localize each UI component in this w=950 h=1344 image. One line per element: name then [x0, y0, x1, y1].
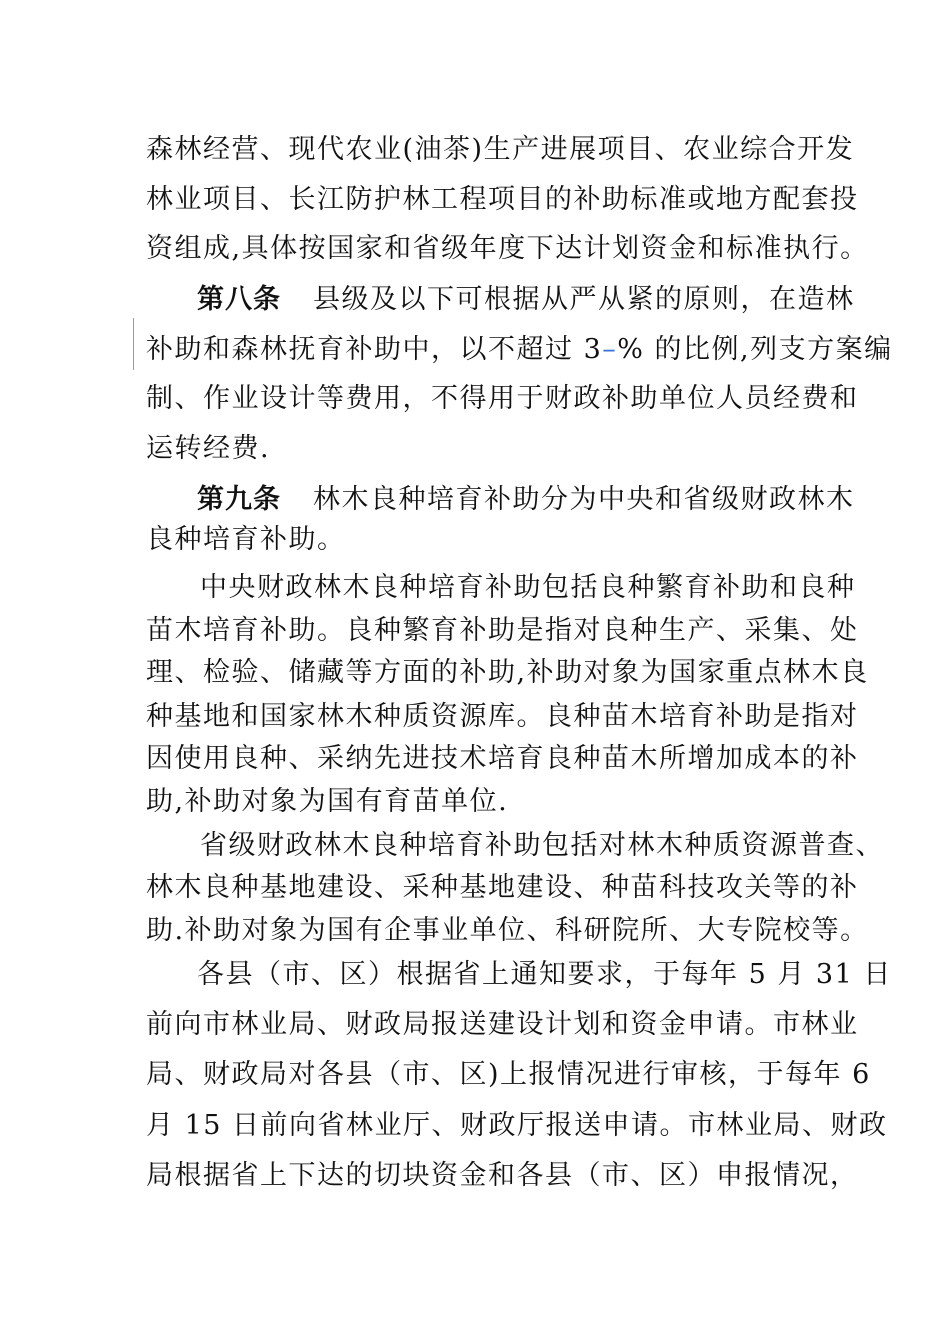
paragraph-line: 局、财政局对各县（市、区)上报情况进行审核，于每年 6	[146, 1059, 871, 1090]
paragraph-line: 运转经费.	[146, 433, 271, 464]
paragraph-line: 良种培育补助。	[146, 524, 346, 555]
paragraph-line: 省级财政林木良种培育补助包括对林木种质资源普查、	[200, 830, 884, 861]
article-8-text: 县级及以下可根据从严从紧的原则，在造林	[313, 284, 855, 315]
article-9-first-line	[197, 480, 855, 520]
article-9-heading: 第九条	[197, 484, 281, 515]
paragraph-line: 种基地和国家林木种质资源库。良种苗木培育补助是指对	[146, 701, 859, 732]
margin-change-bar	[133, 318, 134, 370]
paragraph-line: 助.补助对象为国有企事业单位、科研院所、大专院校等。	[146, 915, 869, 946]
paragraph-line: 各县（市、区）根据省上通知要求，于每年 5 月 31 日	[197, 959, 892, 990]
article-8-first-line	[197, 280, 855, 320]
paragraph-line: 林木良种基地建设、采种基地建设、种苗科技攻关等的补	[146, 872, 859, 903]
article-8-line2-post: % 的比例,列支方案编	[617, 334, 893, 365]
article-8-line2-dash: –	[602, 334, 618, 365]
paragraph-line: 林业项目、长江防护林工程项目的补助标准或地方配套投	[146, 184, 859, 215]
article-8-line2-pre: 补助和森林抚育补助中，以不超过 3	[146, 334, 603, 365]
article-8-second-line	[146, 330, 893, 370]
paragraph-line: 因使用良种、采纳先进技术培育良种苗木所增加成本的补	[146, 743, 859, 774]
paragraph-line: 苗木培育补助。良种繁育补助是指对良种生产、采集、处	[146, 615, 859, 646]
article-9-text: 林木良种培育补助分为中央和省级财政林木	[313, 484, 855, 515]
paragraph-line: 局根据省上下达的切块资金和各县（市、区）申报情况，	[146, 1160, 859, 1191]
paragraph-line: 中央财政林木良种培育补助包括良种繁育补助和良种	[200, 572, 856, 603]
article-8-heading: 第八条	[197, 284, 281, 315]
paragraph-line: 助,补助对象为国有育苗单位.	[146, 786, 509, 817]
paragraph-line: 制、作业设计等费用，不得用于财政补助单位人员经费和	[146, 383, 859, 414]
paragraph-line: 资组成,具体按国家和省级年度下达计划资金和标准执行。	[146, 233, 869, 264]
paragraph-line: 前向市林业局、财政局报送建设计划和资金申请。市林业	[146, 1009, 859, 1040]
paragraph-line: 理、检验、储藏等方面的补助,补助对象为国家重点林木良	[146, 657, 869, 688]
paragraph-line: 月 15 日前向省林业厅、财政厅报送申请。市林业局、财政	[146, 1110, 888, 1141]
paragraph-line: 森林经营、现代农业(油茶)生产进展项目、农业综合开发	[146, 134, 855, 165]
